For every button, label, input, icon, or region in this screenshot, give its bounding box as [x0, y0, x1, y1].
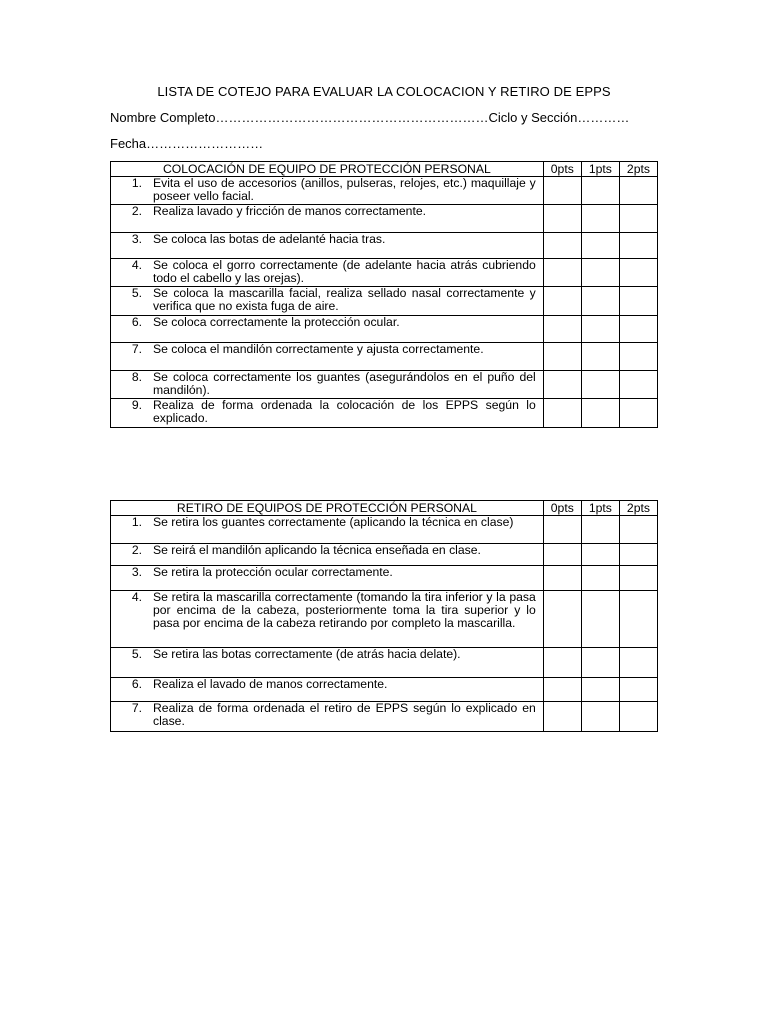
table-header-row — [111, 501, 658, 516]
item-text: Se retira la protección ocular correctamente. — [153, 565, 393, 579]
item-text: Se coloca las botas de adelanté hacia tras. — [153, 232, 386, 246]
item-text: Se retira las botas correctamente (de atrás hacia delate). — [153, 647, 461, 661]
score-cell-0[interactable] — [543, 259, 581, 287]
table-row — [111, 399, 658, 428]
score-cell-2[interactable] — [619, 399, 657, 428]
score-cell-1[interactable] — [581, 233, 619, 259]
score-cell-0[interactable] — [543, 566, 581, 591]
score-header-1: 1pts — [581, 162, 619, 177]
score-cell-2[interactable] — [619, 343, 657, 371]
score-cell-1[interactable] — [581, 544, 619, 566]
item-number: 1. — [131, 515, 142, 529]
score-cell-2[interactable] — [619, 566, 657, 591]
item-number: 4. — [131, 258, 142, 272]
score-cell-0[interactable] — [543, 287, 581, 316]
score-cell-2[interactable] — [619, 648, 657, 678]
date-field: Fecha……………………… — [110, 136, 264, 151]
table-row — [111, 287, 658, 316]
score-cell-1[interactable] — [581, 287, 619, 316]
criterion-cell — [111, 678, 544, 702]
item-text: Se coloca correctamente los guantes (asegurándolos en el puño del mandilón). — [153, 370, 536, 397]
item-text: Se retira los guantes correctamente (aplicando la técnica en clase) — [153, 515, 514, 529]
score-cell-0[interactable] — [543, 343, 581, 371]
table-row — [111, 591, 658, 648]
score-cell-1[interactable] — [581, 316, 619, 343]
criterion-cell — [111, 205, 544, 233]
table-row — [111, 516, 658, 544]
criterion-cell — [111, 544, 544, 566]
score-cell-0[interactable] — [543, 516, 581, 544]
score-cell-0[interactable] — [543, 678, 581, 702]
table-row — [111, 544, 658, 566]
page-title: LISTA DE COTEJO PARA EVALUAR LA COLOCACION Y RETIRO DE EPPS — [157, 84, 611, 99]
item-text: Realiza de forma ordenada la colocación de los EPPS según lo explicado. — [153, 398, 536, 425]
score-cell-0[interactable] — [543, 316, 581, 343]
item-number: 2. — [131, 543, 142, 557]
score-cell-0[interactable] — [543, 177, 581, 205]
item-text: Evita el uso de accesorios (anillos, pulseras, relojes, etc.) maquillaje y poseer vello facial. — [153, 176, 536, 203]
table-header-row — [111, 162, 658, 177]
item-number: 3. — [131, 232, 142, 246]
table-row — [111, 316, 658, 343]
item-text: Se coloca el gorro correctamente (de adelante hacia atrás cubriendo todo el cabello y las orejas). — [153, 258, 536, 285]
score-header-2: 2pts — [619, 501, 657, 516]
score-cell-1[interactable] — [581, 371, 619, 399]
score-cell-2[interactable] — [619, 205, 657, 233]
score-cell-1[interactable] — [581, 343, 619, 371]
criterion-cell — [111, 259, 544, 287]
table-row — [111, 343, 658, 371]
score-cell-1[interactable] — [581, 259, 619, 287]
table-row — [111, 371, 658, 399]
score-cell-2[interactable] — [619, 316, 657, 343]
section-header: COLOCACIÓN DE EQUIPO DE PROTECCIÓN PERSONAL — [111, 162, 544, 177]
item-number: 3. — [131, 565, 142, 579]
score-cell-2[interactable] — [619, 371, 657, 399]
score-cell-1[interactable] — [581, 399, 619, 428]
item-number: 7. — [131, 342, 142, 356]
name-cycle-field: Nombre Completo………………………………………………………Ciclo y Sección………… — [110, 110, 630, 125]
score-cell-1[interactable] — [581, 702, 619, 732]
item-number: 7. — [131, 701, 142, 715]
score-cell-2[interactable] — [619, 259, 657, 287]
score-cell-0[interactable] — [543, 233, 581, 259]
criterion-cell — [111, 516, 544, 544]
table-row — [111, 259, 658, 287]
table-row — [111, 177, 658, 205]
criterion-cell — [111, 371, 544, 399]
item-number: 6. — [131, 315, 142, 329]
score-cell-0[interactable] — [543, 591, 581, 648]
item-number: 2. — [131, 204, 142, 218]
score-cell-2[interactable] — [619, 702, 657, 732]
score-cell-0[interactable] — [543, 544, 581, 566]
score-cell-1[interactable] — [581, 678, 619, 702]
score-cell-0[interactable] — [543, 399, 581, 428]
criterion-cell — [111, 399, 544, 428]
criterion-cell — [111, 316, 544, 343]
table-row — [111, 233, 658, 259]
score-cell-1[interactable] — [581, 177, 619, 205]
table-row — [111, 566, 658, 591]
score-cell-2[interactable] — [619, 233, 657, 259]
item-number: 1. — [131, 176, 142, 190]
criterion-cell — [111, 591, 544, 648]
score-cell-0[interactable] — [543, 702, 581, 732]
score-cell-2[interactable] — [619, 287, 657, 316]
item-text: Se coloca la mascarilla facial, realiza sellado nasal correctamente y verifica que no exista fuga de aire. — [153, 286, 536, 313]
table-row — [111, 702, 658, 732]
score-cell-2[interactable] — [619, 591, 657, 648]
retiro-items — [111, 516, 658, 732]
item-text: Se retira la mascarilla correctamente (tomando la tira inferior y la pasa por encima de la cabeza, posteriormente toma la tira superior y lo pasa por encima de la cabeza retirando por completo la mascarilla. — [153, 590, 536, 630]
item-number: 9. — [131, 398, 142, 412]
item-number: 4. — [131, 590, 142, 604]
criterion-cell — [111, 566, 544, 591]
score-cell-1[interactable] — [581, 566, 619, 591]
item-text: Realiza el lavado de manos correctamente. — [153, 677, 388, 691]
item-text: Se coloca el mandilón correctamente y ajusta correctamente. — [153, 342, 484, 356]
score-cell-1[interactable] — [581, 591, 619, 648]
score-header-1: 1pts — [581, 501, 619, 516]
score-cell-1[interactable] — [581, 205, 619, 233]
section-header: RETIRO DE EQUIPOS DE PROTECCIÓN PERSONAL — [111, 501, 544, 516]
table-row — [111, 205, 658, 233]
item-text: Realiza de forma ordenada el retiro de EPPS según lo explicado en clase. — [153, 701, 536, 728]
score-cell-0[interactable] — [543, 648, 581, 678]
criterion-cell — [111, 702, 544, 732]
item-text: Se coloca correctamente la protección ocular. — [153, 315, 400, 329]
score-header-2: 2pts — [619, 162, 657, 177]
score-cell-2[interactable] — [619, 516, 657, 544]
item-number: 5. — [131, 286, 142, 300]
score-header-0: 0pts — [543, 501, 581, 516]
score-cell-2[interactable] — [619, 544, 657, 566]
criterion-cell — [111, 648, 544, 678]
item-number: 6. — [131, 677, 142, 691]
item-number: 8. — [131, 370, 142, 384]
criterion-cell — [111, 287, 544, 316]
criterion-cell — [111, 233, 544, 259]
score-header-0: 0pts — [543, 162, 581, 177]
score-cell-0[interactable] — [543, 205, 581, 233]
table-row — [111, 648, 658, 678]
score-cell-0[interactable] — [543, 371, 581, 399]
item-text: Realiza lavado y fricción de manos correctamente. — [153, 204, 426, 218]
colocacion-checklist-table — [110, 161, 658, 428]
item-text: Se reirá el mandilón aplicando la técnica enseñada en clase. — [153, 543, 481, 557]
score-cell-1[interactable] — [581, 648, 619, 678]
criterion-cell — [111, 343, 544, 371]
colocacion-items — [111, 177, 658, 428]
retiro-checklist-table — [110, 500, 658, 732]
score-cell-2[interactable] — [619, 177, 657, 205]
score-cell-1[interactable] — [581, 516, 619, 544]
table-row — [111, 678, 658, 702]
score-cell-2[interactable] — [619, 678, 657, 702]
item-number: 5. — [131, 647, 142, 661]
criterion-cell — [111, 177, 544, 205]
